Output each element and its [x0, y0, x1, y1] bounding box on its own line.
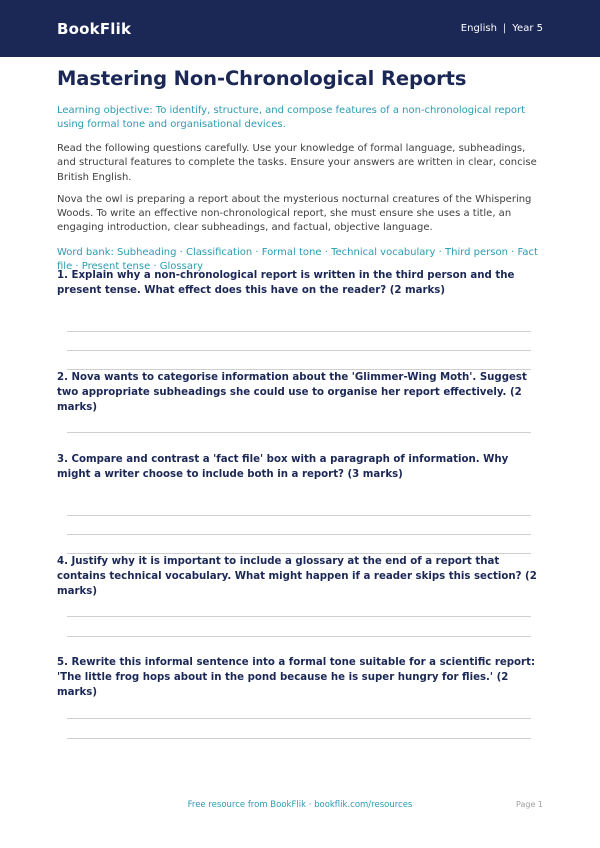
footer-resource-link[interactable]: Free resource from BookFlik · bookflik.com/resources: [187, 800, 413, 810]
question-text: 1. Explain why a non-chronological report is written in the third person and the present tense. What effect does this have on the reader? (2 marks): [57, 270, 515, 296]
question-4: [57, 554, 543, 599]
page-number: Page 1: [516, 800, 543, 809]
answer-line[interactable]: [67, 718, 531, 719]
context-paragraph: Nova the owl is preparing a report about the mysterious nocturnal creatures of the Whispering Woods. To write an effective non-chronological report, she must ensure she uses a title, an engaging introduction, clear subheadings, and factual, objective language.: [57, 193, 532, 234]
question-2: [57, 370, 543, 415]
question-1: [57, 268, 543, 298]
subject-year-meta: [461, 23, 543, 34]
question-text: 3. Compare and contrast a 'fact file' box with a paragraph of information. Why might a writer choose to include both in a report? (3 marks): [57, 454, 509, 480]
answer-line[interactable]: [67, 350, 531, 351]
answer-line[interactable]: [67, 636, 531, 637]
question-text: 2. Nova wants to categorise information about the 'Glimmer-Wing Moth'. Suggest two appropriate subheadings she could use to organise her report effectively. (2 marks): [57, 372, 527, 413]
page-footer: [0, 800, 600, 814]
answer-line[interactable]: [67, 534, 531, 535]
meta-separator: |: [502, 23, 507, 34]
page-title: Mastering Non-Chronological Reports: [57, 67, 467, 90]
answer-line[interactable]: [67, 515, 531, 516]
word-bank: Word bank: Subheading · Classification · Formal tone · Technical vocabulary · Third person · Fact file · Present tense · Glossary: [57, 246, 538, 273]
instructions-paragraph: Read the following questions carefully. Use your knowledge of formal language, subheadings, and structural features to complete the tasks. Ensure your answers are written in clear, concise British English.: [57, 143, 537, 183]
question-text: 5. Rewrite this informal sentence into a formal tone suitable for a scientific report: 'The little frog hops about in the pond because he is super hungry for flies.' (2 marks): [57, 657, 536, 698]
subject-label: English: [460, 23, 497, 34]
question-5: [57, 655, 543, 700]
answer-line[interactable]: [67, 331, 531, 332]
year-label: Year 5: [512, 23, 543, 34]
question-text: 4. Justify why it is important to include a glossary at the end of a report that contains technical vocabulary. What might happen if a reader skips this section? (2 marks): [57, 556, 537, 597]
answer-line[interactable]: [67, 616, 531, 617]
question-3: [57, 452, 543, 482]
brand-logo-text[interactable]: BookFlik: [57, 19, 132, 38]
worksheet-intro: [57, 64, 543, 274]
learning-objective: Learning objective: To identify, structure, and compose features of a non-chronological report using formal tone and organisational devices.: [57, 105, 526, 130]
answer-line[interactable]: [67, 738, 531, 739]
header-bar: [0, 0, 600, 57]
answer-line[interactable]: [67, 432, 531, 433]
